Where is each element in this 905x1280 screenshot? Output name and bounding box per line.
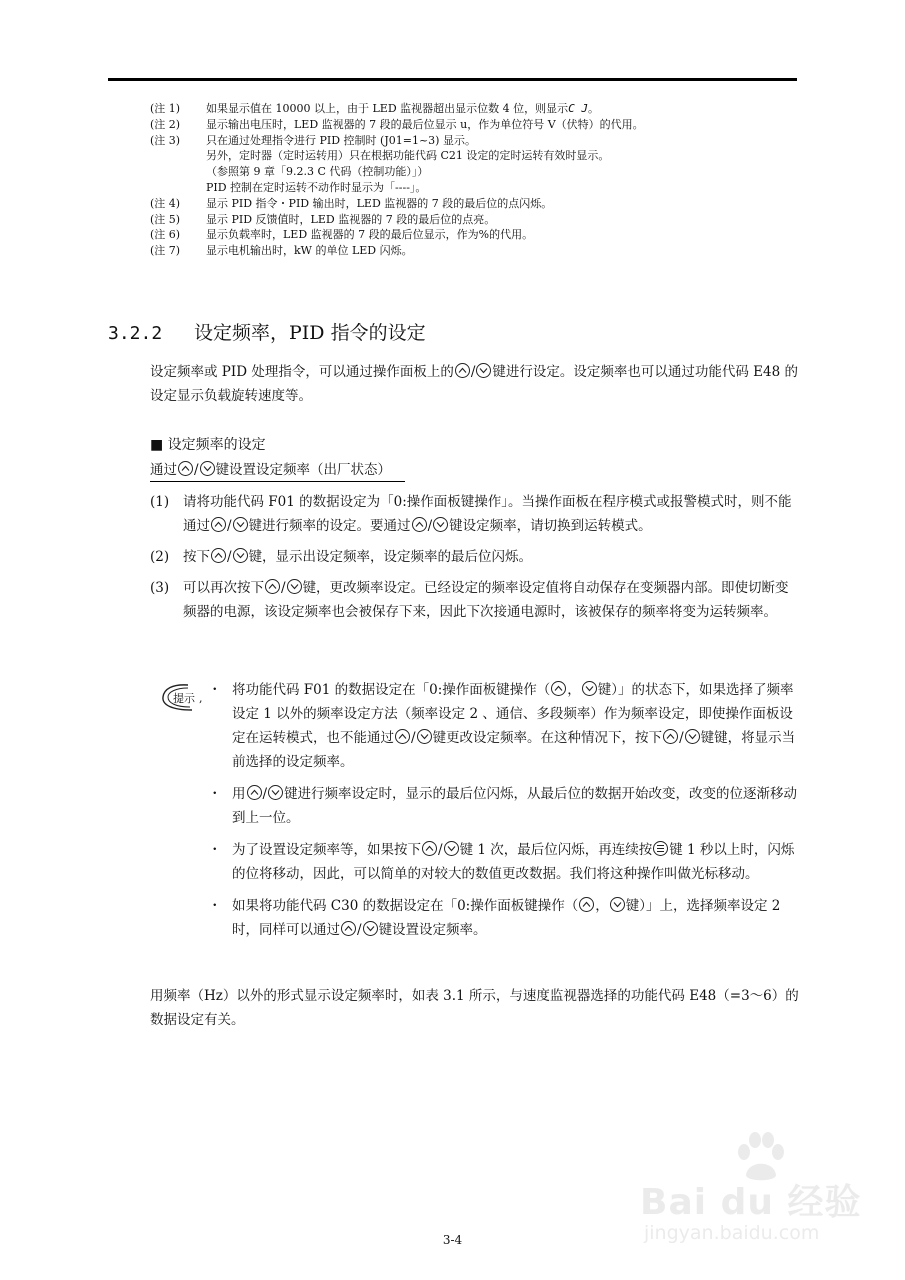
up-key-icon [455, 363, 470, 378]
step-1 [150, 490, 810, 538]
comma: ， [595, 898, 609, 914]
up-key-icon [663, 729, 678, 744]
note-6 [150, 227, 810, 243]
watermark-brand: Bai du 经验 [640, 1182, 862, 1223]
section-title: 设定频率，PID 指令的设定 [194, 322, 426, 344]
step-text-part: 键设定频率，请切换到运转模式。 [449, 518, 652, 534]
note-label: (注 2) [150, 117, 181, 131]
down-key-icon [287, 579, 302, 594]
down-key-icon [417, 729, 432, 744]
up-key-icon [551, 681, 566, 696]
note-text: 显示 PID 指令・PID 输出时，LED 监视器的 7 段的最后位的点闪烁。 [206, 196, 553, 210]
step-text-part: 按下 [183, 549, 210, 565]
bullet-text-part: 键键，将显示当前选择的设定频率。 [232, 730, 796, 770]
note-4 [150, 196, 810, 212]
bullet-text-part: 键更改设定频率。在这种情况下，按下 [432, 730, 663, 746]
step-number: (1) [150, 494, 170, 510]
up-key-icon [211, 548, 226, 563]
up-key-icon [341, 921, 356, 936]
title-text-end: 键设置设定频率（出厂状态） [215, 462, 392, 478]
bullet-text-part: 用 [232, 786, 246, 802]
slash: / [194, 462, 199, 478]
note-label: (注 6) [150, 228, 181, 242]
slash: / [227, 549, 232, 565]
hint-label: 提示 [173, 692, 195, 705]
title-text: 通过 [150, 462, 177, 478]
hint-bullets [205, 678, 805, 950]
note-3 [150, 133, 810, 149]
bullet-mark: ・ [208, 786, 222, 802]
down-key-icon [476, 363, 491, 378]
note-text: 显示电机输出时，kW 的单位 LED 闪烁。 [206, 244, 413, 258]
down-key-icon [233, 517, 248, 532]
note-5 [150, 212, 810, 228]
hint-bullet-2 [205, 782, 805, 830]
closing-paragraph: 用频率（Hz）以外的形式显示设定频率时，如表 3.1 所示，与速度监视器选择的功能代码 E48（=3～6）的数据设定有关。 [150, 988, 799, 1028]
intro-text-end: 键进行设定。设定频率也可以通过功能代码 E48 的设定显示负载旋转速度等。 [150, 364, 799, 404]
step-number: (3) [150, 580, 170, 596]
note-2 [150, 117, 810, 133]
step-text-part: 键，显示出设定频率，设定频率的最后位闪烁。 [248, 549, 533, 565]
shift-key-icon [653, 841, 668, 856]
bullet-text-part: 键设置设定频率。 [378, 922, 487, 938]
watermark-url: jingyan.baidu.com [644, 1222, 820, 1244]
down-key-icon [685, 729, 700, 744]
down-key-icon [233, 548, 248, 563]
up-key-icon [265, 579, 280, 594]
slash: / [262, 786, 268, 802]
note-text: PID 控制在定时运转不动作时显示为「----」。 [206, 180, 427, 194]
note-3-line-3 [150, 164, 810, 180]
step-text-part: 请将功能代码 F01 的数据设定为「0:操作面板键操作」。当操作面板在程序模式或报警模式时，则不能通过 [183, 494, 792, 534]
down-key-icon [444, 841, 459, 856]
step-number: (2) [150, 549, 170, 565]
bullet-mark: ・ [208, 898, 222, 914]
bullet-text-part: 将功能代码 F01 的数据设定在「0:操作面板键操作（ [232, 682, 551, 698]
section-heading [108, 318, 426, 345]
note-text: 显示输出电压时，LED 监视器的 7 段的最后位显示 u，作为单位符号 V（伏特）的代用。 [206, 117, 644, 131]
subheading: ■ 设定频率的设定 [150, 437, 266, 453]
note-label: (注 3) [150, 133, 181, 147]
intro-text: 设定频率或 PID 处理指令，可以通过操作面板上的 [150, 364, 454, 380]
bullet-text-part: 键）」上，选择频率设定 2 时，同样可以通过 [232, 898, 781, 938]
note-label: (注 4) [150, 196, 181, 210]
segment-display-glyph: C J [568, 102, 588, 115]
slash: / [411, 730, 416, 746]
down-key-icon [200, 461, 215, 476]
step-2 [150, 545, 810, 569]
slash: / [281, 580, 286, 596]
note-text: 显示负载率时，LED 监视器的 7 段的最后位显示，作为%的代用。 [206, 228, 534, 242]
note-text: 另外，定时器（定时运转用）只在根据功能代码 C21 设定的定时运转有效时显示。 [206, 149, 610, 163]
bullet-text-part: 为了设置设定频率等，如果按下 [232, 842, 421, 858]
note-3-line-4 [150, 180, 810, 196]
down-key-icon [582, 681, 597, 696]
step-text-part: 键，更改频率设定。已经设定的频率设定值将自动保存在变频器内部。即使切断变频器的电源，该设定频率也会被保存下来，因此下次接通电源时，该被保存的频率将变为运转频率。 [183, 580, 789, 620]
bullet-mark: ・ [208, 682, 222, 698]
up-key-icon [395, 729, 410, 744]
up-key-icon [247, 785, 262, 800]
bullet-text-part: 键）」的状态下，如果选择了频率设定 1 以外的频率设定方法（频率设定 2 、通信、多段频率）作为频率设定，即使操作面板设定在运转模式，也不能通过 [232, 682, 794, 746]
notes-block [150, 101, 810, 259]
top-rule [108, 78, 797, 81]
up-key-icon [579, 897, 594, 912]
down-key-icon [610, 897, 625, 912]
up-key-icon [211, 517, 226, 532]
note-text: 只在通过处理指令进行 PID 控制时 (J01=1~3) 显示。 [206, 133, 476, 147]
up-key-icon [412, 517, 427, 532]
hint-bullet-3 [205, 838, 805, 886]
bullet-text-part: 键 1 次，最后位闪烁，再连续按 [459, 842, 653, 858]
watermark [640, 1130, 870, 1250]
down-key-icon [363, 921, 378, 936]
step-text-part: 可以再次按下 [183, 580, 264, 596]
note-3-line-2 [150, 148, 810, 164]
note-text: 如果显示值在 10000 以上，由于 LED 监视器超出显示位数 4 位，则显示 [206, 102, 569, 115]
note-7 [150, 243, 810, 259]
underlined-title [150, 459, 405, 482]
slash: / [679, 730, 684, 746]
note-label: (注 7) [150, 244, 181, 258]
bullet-text [232, 894, 805, 942]
bullet-text-part: 键进行频率设定时，显示的最后位闪烁，从最后位的数据开始改变，改变的位逐渐移动到上一位。 [232, 786, 798, 826]
page-number: 3-4 [442, 1233, 463, 1247]
note-1 [150, 101, 810, 117]
down-key-icon [433, 517, 448, 532]
bullet-text [232, 782, 805, 830]
note-text-end: 。 [588, 102, 599, 115]
slash: / [470, 364, 476, 380]
slash: / [427, 518, 433, 534]
bullet-text [232, 678, 805, 774]
bullet-text [232, 838, 805, 886]
hint-bullet-1 [205, 678, 805, 774]
slash: / [438, 842, 443, 858]
up-key-icon [178, 461, 193, 476]
comma: ， [567, 682, 581, 698]
step-text-part: 键进行频率的设定。要通过 [248, 518, 411, 534]
step-text [183, 545, 800, 569]
note-text: 显示 PID 反馈值时，LED 监视器的 7 段的最后位的点亮。 [206, 212, 496, 226]
bullet-text-part: 如果将功能代码 C30 的数据设定在「0:操作面板键操作（ [232, 898, 579, 914]
step-3 [150, 576, 810, 624]
note-text: （参照第 9 章「9.2.3 C 代码（控制功能）」） [206, 165, 429, 179]
hint-bullet-4 [205, 894, 805, 942]
bullet-text-part: 键 1 秒以上时，闪烁的位将移动，因此，可以简单的对较大的数值更改数据。我们将这种操作叫做光标移动。 [232, 842, 795, 882]
slash: / [357, 922, 362, 938]
svg-text:,: , [199, 692, 203, 705]
up-key-icon [422, 841, 437, 856]
section-number: 3.2.2 [108, 323, 163, 344]
step-text [183, 576, 800, 624]
intro-paragraph [150, 360, 800, 408]
down-key-icon [268, 785, 283, 800]
step-text [183, 490, 800, 538]
steps-list [150, 490, 810, 631]
slash: / [227, 518, 232, 534]
note-label: (注 1) [150, 102, 181, 115]
bullet-mark: ・ [208, 842, 222, 858]
note-label: (注 5) [150, 212, 181, 226]
